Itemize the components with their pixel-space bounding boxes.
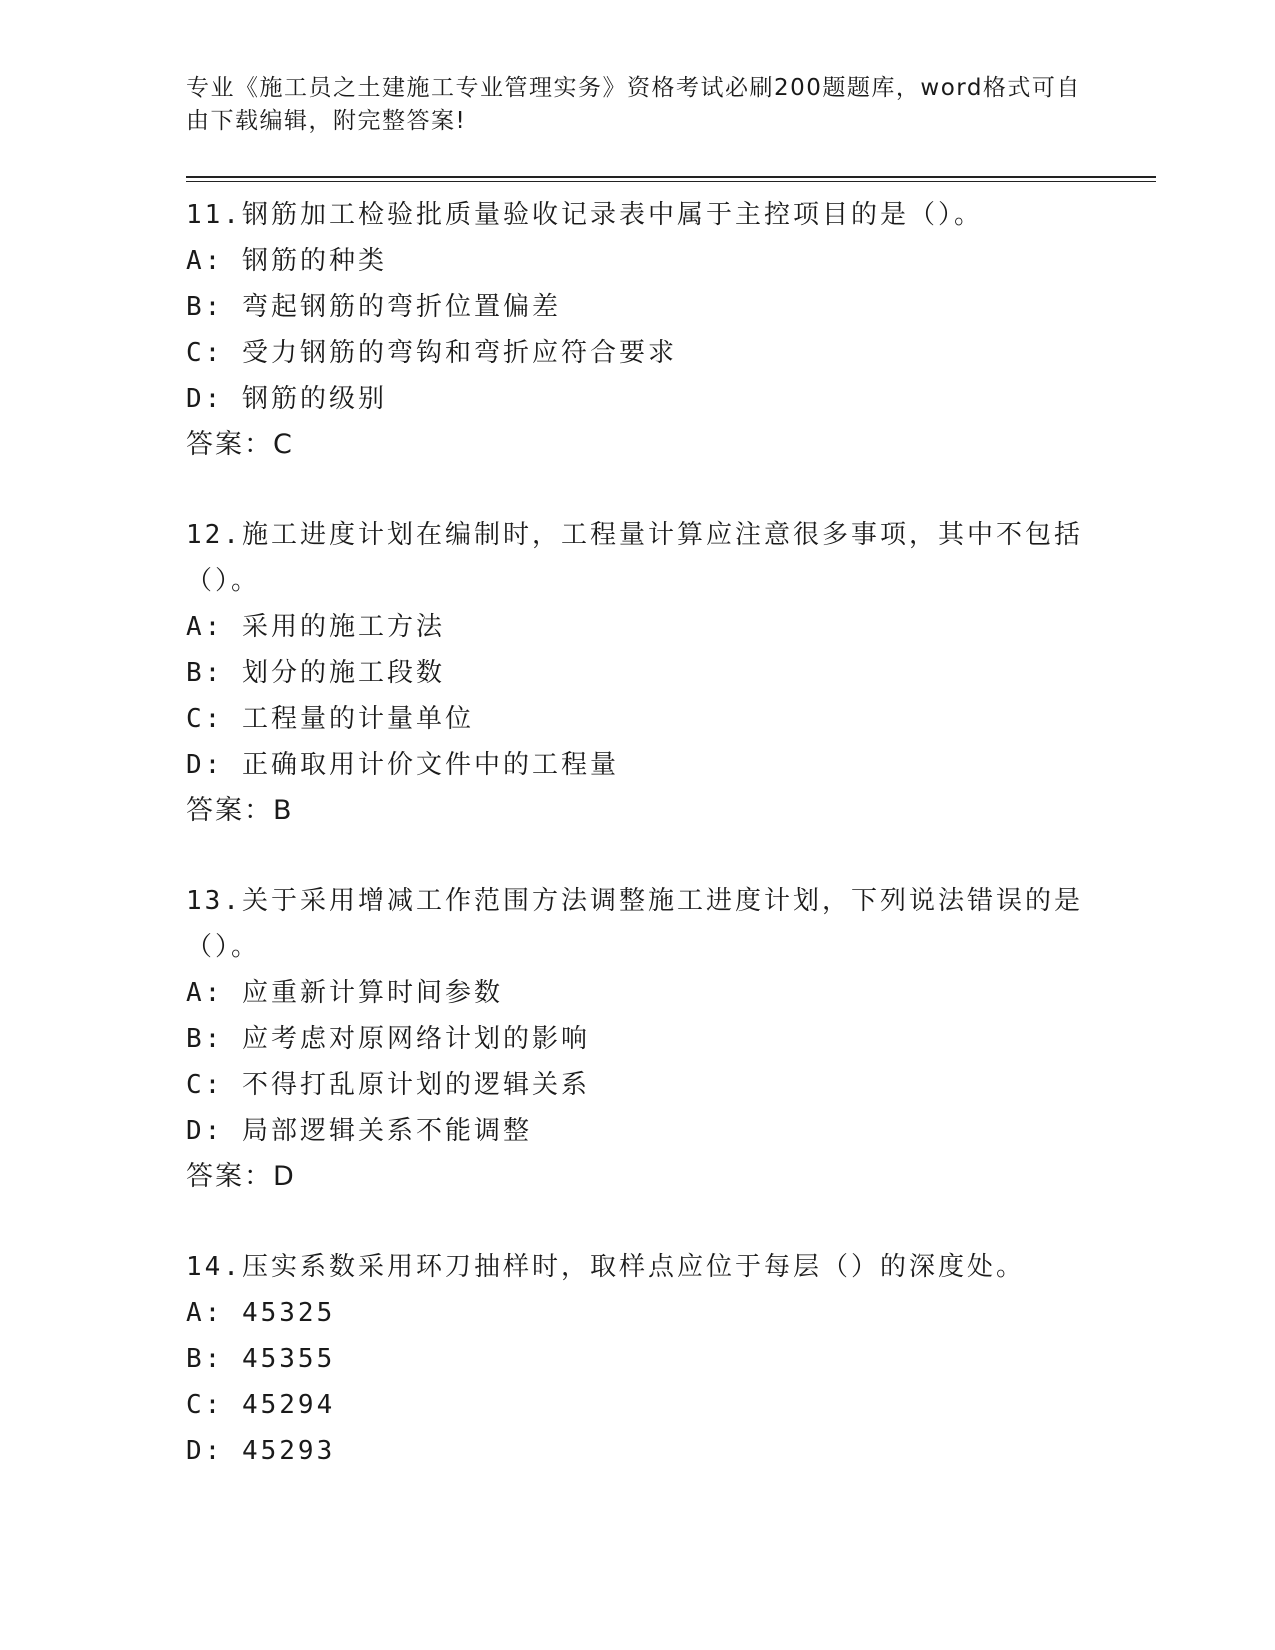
option-c: C: 工程量的计量单位 (186, 704, 474, 734)
document-page (186, 72, 1156, 1518)
question-11 (186, 192, 1156, 468)
question-13 (186, 878, 1156, 1200)
answer: 答案：C (186, 429, 294, 460)
option-d: D: 局部逻辑关系不能调整 (186, 1116, 532, 1146)
question-14 (186, 1244, 1156, 1474)
option-b: B: 弯起钢筋的弯折位置偏差 (186, 292, 561, 322)
question-stem: 14.压实系数采用环刀抽样时，取样点应位于每层（）的深度处。 (186, 1252, 1025, 1282)
option-a: A: 采用的施工方法 (186, 612, 445, 642)
option-d: D: 45293 (186, 1436, 336, 1466)
option-a: A: 45325 (186, 1298, 336, 1328)
option-a: A: 应重新计算时间参数 (186, 978, 503, 1008)
option-c: C: 45294 (186, 1390, 336, 1420)
question-12 (186, 512, 1156, 834)
answer: 答案：D (186, 1161, 296, 1192)
header-divider (186, 176, 1156, 182)
option-d: D: 正确取用计价文件中的工程量 (186, 750, 619, 780)
answer: 答案：B (186, 795, 294, 826)
option-a: A: 钢筋的种类 (186, 246, 387, 276)
question-list (186, 192, 1156, 1474)
document-header: 专业《施工员之土建施工专业管理实务》资格考试必刷200题题库，word格式可自由下载编辑，附完整答案! (186, 75, 1081, 134)
option-b: B: 应考虑对原网络计划的影响 (186, 1024, 590, 1054)
option-c: C: 不得打乱原计划的逻辑关系 (186, 1070, 590, 1100)
question-stem: 13.关于采用增减工作范围方法调整施工进度计划，下列说法错误的是（）。 (186, 886, 1083, 962)
option-d: D: 钢筋的级别 (186, 384, 387, 414)
option-c: C: 受力钢筋的弯钩和弯折应符合要求 (186, 338, 677, 368)
option-b: B: 45355 (186, 1344, 336, 1374)
question-stem: 11.钢筋加工检验批质量验收记录表中属于主控项目的是（）。 (186, 200, 983, 230)
option-b: B: 划分的施工段数 (186, 658, 445, 688)
question-stem: 12.施工进度计划在编制时，工程量计算应注意很多事项，其中不包括（）。 (186, 520, 1083, 596)
